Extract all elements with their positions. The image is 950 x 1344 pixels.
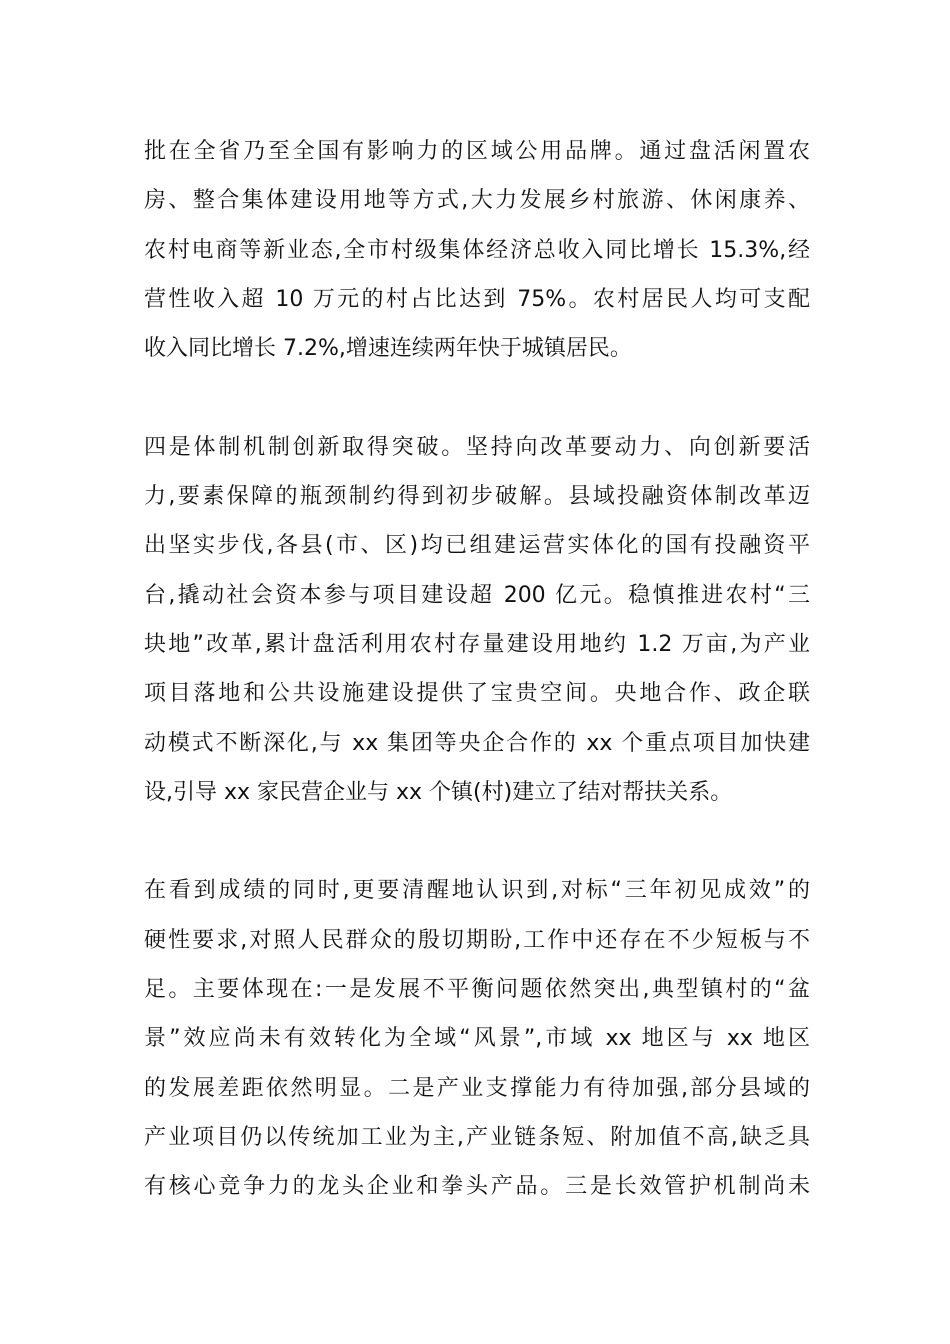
body-text: [144, 127, 810, 1212]
text-line: 块地”改革,累计盘活利用农村存量建设用地约 1.2 万亩,为产业: [144, 631, 810, 657]
text-line: 农村电商等新业态,全市村级集体经济总收入同比增长 15.3%,经: [144, 237, 810, 263]
text-line: 房、整合集体建设用地等方式,大力发展乡村旅游、休闲康养、: [144, 188, 810, 214]
paragraph-shortcomings: [144, 866, 810, 1211]
paragraph-spacer: [144, 373, 810, 422]
text-line: 台,撬动社会资本参与项目建设超 200 亿元。稳慎推进农村“三: [144, 582, 810, 608]
paragraph-institutional-innovation: [144, 423, 810, 817]
text-line: 四是体制机制创新取得突破。坚持向改革要动力、向创新要活: [144, 434, 810, 460]
text-line: 在看到成绩的同时,更要清醒地认识到,对标“三年初见成效”的: [144, 878, 810, 904]
text-line: 批在全省乃至全国有影响力的区域公用品牌。通过盘活闲置农: [144, 139, 810, 164]
text-line: 出坚实步伐,各县(市、区)均已组建运营实体化的国有投融资平: [144, 533, 810, 559]
text-line: 足。主要体现在:一是发展不平衡问题依然突出,典型镇村的“盆: [144, 977, 810, 1003]
text-line: 营性收入超 10 万元的村占比达到 75%。农村居民人均可支配: [144, 286, 810, 312]
text-line: 的发展差距依然明显。二是产业支撑能力有待加强,部分县域的: [144, 1075, 810, 1101]
text-line: 产业项目仍以传统加工业为主,产业链条短、附加值不高,缺乏具: [144, 1124, 810, 1150]
text-line: 景”效应尚未有效转化为全域“风景”,市域 xx 地区与 xx 地区: [144, 1026, 810, 1052]
text-line: 收入同比增长 7.2%,增速连续两年快于城镇居民。: [144, 336, 632, 362]
text-line: 力,要素保障的瓶颈制约得到初步破解。县域投融资体制改革迈: [144, 484, 810, 510]
text-line: 硬性要求,对照人民群众的殷切期盼,工作中还存在不少短板与不: [144, 927, 810, 953]
text-line: 动模式不断深化,与 xx 集团等央企合作的 xx 个重点项目加快建: [144, 730, 810, 756]
paragraph-spacer: [144, 817, 810, 866]
text-line: 有核心竞争力的龙头企业和拳头产品。三是长效管护机制尚未: [144, 1174, 810, 1200]
text-line: 项目落地和公共设施建设提供了宝贵空间。央地合作、政企联: [144, 681, 810, 707]
text-line: 设,引导 xx 家民营企业与 xx 个镇(村)建立了结对帮扶关系。: [144, 779, 733, 805]
paragraph-rural-economy: [144, 127, 810, 373]
